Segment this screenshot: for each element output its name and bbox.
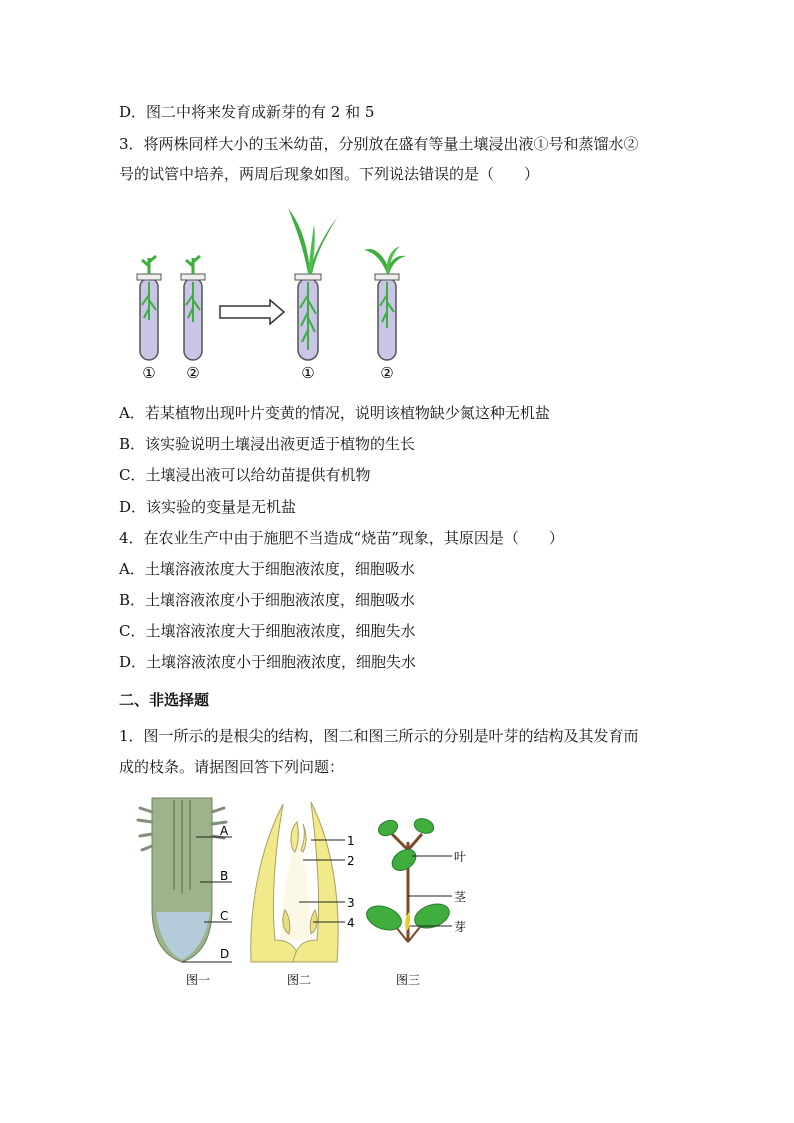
s2-q1-line1: 1．图一所示的是根尖的结构，图二和图三所示的分别是叶芽的结构及其发育而: [119, 727, 639, 745]
fig2-label-4: 4: [347, 916, 355, 930]
fig2-label-1: 1: [347, 834, 355, 848]
s2-q1-line2: 成的枝条。请据图回答下列问题：: [119, 758, 345, 776]
q4-stem: 4．在农业生产中由于施肥不当造成“烧苗”现象，其原因是（ ）: [119, 529, 564, 547]
fig2-label-2: 2: [347, 854, 355, 868]
q4-option-a: A．土壤溶液浓度大于细胞液浓度，细胞吸水: [119, 560, 415, 578]
fig3-label-bud: 芽: [454, 920, 467, 934]
fig3-label-leaf: 叶: [454, 850, 467, 864]
figure-1-root-tip: [130, 790, 240, 990]
q3-option-c: C．土壤浸出液可以给幼苗提供有机物: [119, 466, 371, 484]
tube-2-after: [364, 246, 406, 360]
arrow-icon: [220, 300, 284, 324]
fig3-label-stem: 茎: [454, 890, 467, 904]
tube-label-2-after: ②: [380, 364, 394, 382]
fig2-label-3: 3: [347, 896, 355, 910]
tube-2-before: [181, 256, 205, 360]
q4-option-c: C．土壤溶液浓度大于细胞液浓度，细胞失水: [119, 622, 416, 640]
tube-1-before: [137, 256, 161, 360]
fig1-label-d: D: [220, 947, 230, 961]
fig2-caption: 图二: [286, 973, 312, 987]
q3-figure-seedlings: [120, 200, 420, 390]
q3-option-b: B．该实验说明土壤浸出液更适于植物的生长: [119, 435, 416, 453]
section-title: 二、非选择题: [119, 691, 210, 709]
fig1-label-b: B: [220, 869, 229, 883]
tube-1-after: [288, 208, 338, 360]
q4-option-d: D．土壤溶液浓度小于细胞液浓度，细胞失水: [119, 653, 417, 671]
tube-label-2-before: ②: [186, 364, 200, 382]
figure-2-leaf-bud: [245, 790, 365, 990]
fig1-caption: 图一: [185, 973, 211, 987]
q4-option-b: B．土壤溶液浓度小于细胞液浓度，细胞吸水: [119, 591, 416, 609]
q3-stem-line2: 号的试管中培养，两周后现象如图。下列说法错误的是（ ）: [119, 165, 540, 183]
tube-label-1-before: ①: [142, 364, 156, 382]
q3-stem-line1: 3．将两株同样大小的玉米幼苗，分别放在盛有等量土壤浸出液①号和蒸馏水②: [119, 135, 639, 153]
tube-label-1-after: ①: [301, 364, 315, 382]
fig3-caption: 图三: [395, 973, 421, 987]
q2-option-d: D．图二中将来发育成新芽的有 2 和 5: [119, 103, 375, 121]
fig1-label-a: A: [220, 824, 229, 838]
figure-3-branch: [362, 812, 482, 992]
q3-option-d: D．该实验的变量是无机盐: [119, 498, 297, 516]
q3-option-a: A．若某植物出现叶片变黄的情况，说明该植物缺少氮这种无机盐: [119, 404, 550, 422]
fig1-label-c: C: [220, 909, 229, 923]
